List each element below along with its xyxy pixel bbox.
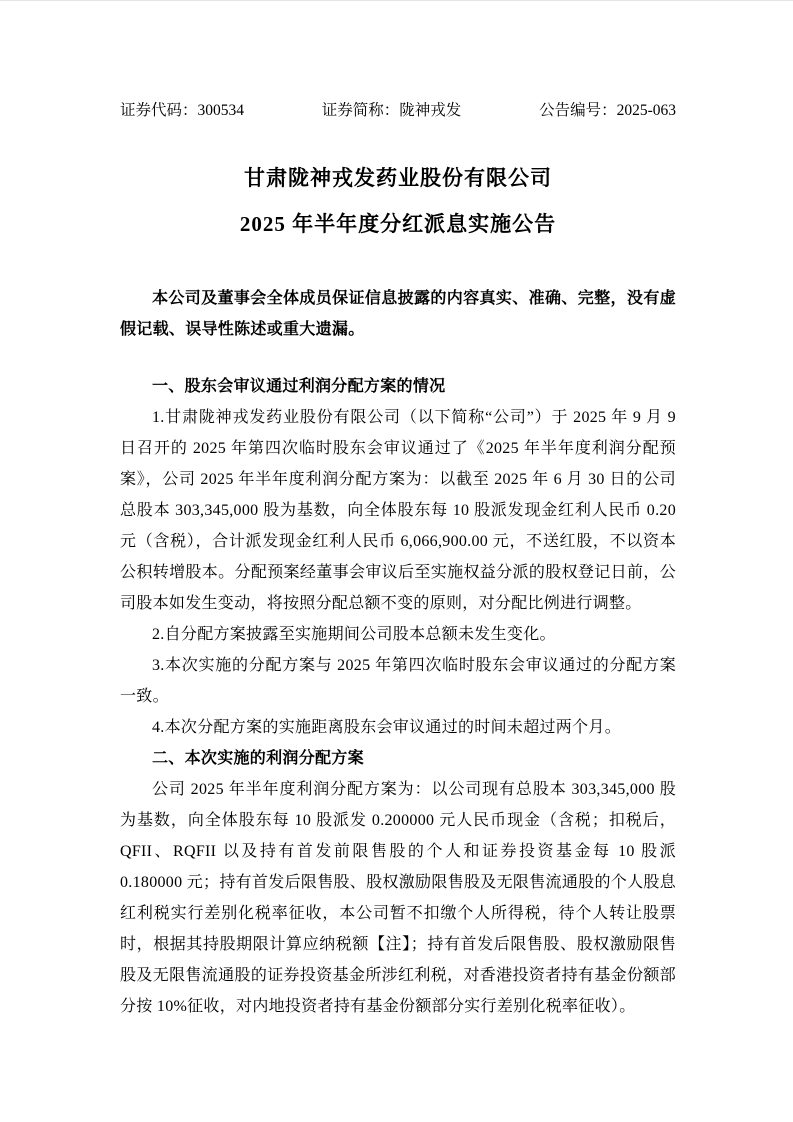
- section-1-heading: 一、股东会审议通过利润分配方案的情况: [152, 378, 446, 395]
- stock-code: 证券代码：300534: [120, 102, 245, 119]
- section-1-paragraph-3: 3.本次实施的分配方案与 2025 年第四次临时股东会审议通过的分配方案一致。: [120, 657, 676, 705]
- document-header: [120, 101, 676, 121]
- announcement-number: 公告编号：2025-063: [539, 102, 676, 119]
- section-1-paragraph-4: 4.本次分配方案的实施距离股东会审议通过的时间未超过两个月。: [152, 719, 622, 736]
- disclaimer-statement: 本公司及董事会全体成员保证信息披露的内容真实、准确、完整，没有虚假记载、误导性陈述或重大遗漏。: [120, 290, 676, 338]
- section-1-paragraph-1: 1.甘肃陇神戎发药业股份有限公司（以下简称“公司”）于 2025 年 9 月 9 日召开的 2025 年第四次临时股东会审议通过了《2025 年半年度利润分配预案》，公司 2025 年半年度利润分配方案为：以截至 2025 年 6 月 30 日的公司总股本 303,345,000 股为基数，向全体股东每 10 股派发现金红利人民币 0.20 元（含税），合计派发现金红利人民币 6,066,900.00 元，不送红股，不以资本公积转增股本。分配预案经董事会审议后至实施权益分派的股权登记日前，公司股本如发生变动，将按照分配总额不变的原则，对分配比例进行调整。: [120, 409, 676, 612]
- section-2-paragraph-1: 公司 2025 年半年度利润分配方案为：以公司现有总股本 303,345,000 股为基数，向全体股东每 10 股派发 0.200000 元人民币现金（含税；扣税后，QFII、RQFII 以及持有首发前限售股的个人和证券投资基金每 10 股派 0.180000 元；持有首发后限售股、股权激励限售股及无限售流通股的个人股息红利税实行差别化税率征收，本公司暂不扣缴个人所得税，待个人转让股票时，根据其持股期限计算应纳税额【注】；持有首发后限售股、股权激励限售股及无限售流通股的证券投资基金所涉红利税，对香港投资者持有基金份额部分按 10%征收，对内地投资者持有基金份额部分实行差别化税率征收）。: [120, 781, 676, 1015]
- section-1-paragraph-2: 2.自分配方案披露至实施期间公司股本总额未发生变化。: [152, 626, 556, 643]
- announcement-title: 2025 年半年度分红派息实施公告: [239, 212, 557, 236]
- company-name-title: 甘肃陇神戎发药业股份有限公司: [244, 166, 552, 190]
- section-2-heading: 二、本次实施的利润分配方案: [152, 750, 364, 767]
- stock-short-name: 证券简称：陇神戎发: [321, 102, 462, 119]
